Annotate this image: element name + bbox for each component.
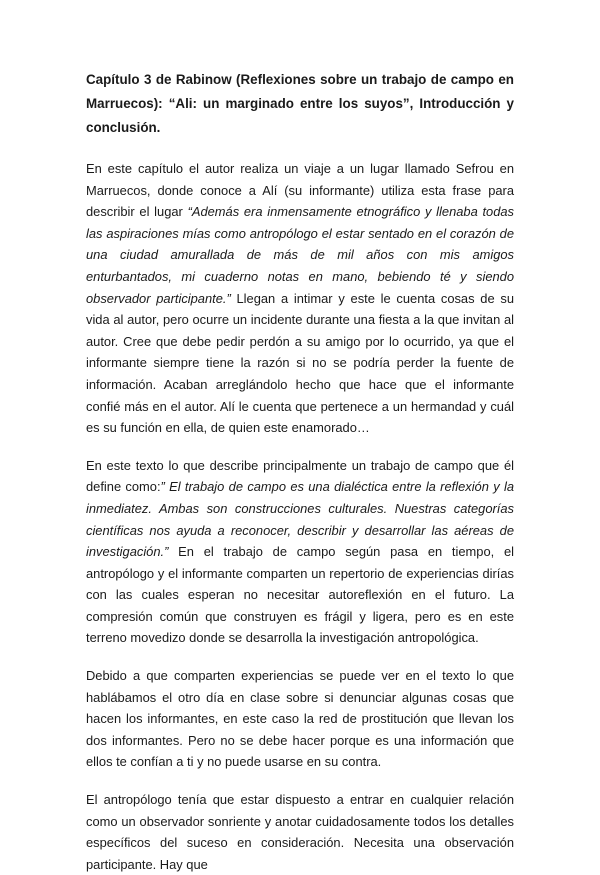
paragraph-2-intro: En este texto lo que describe principalmente un trabajo de campo que él define como: <box>86 457 514 495</box>
paragraph-2-quote: ” El trabajo de campo es una dialéctica entre la reflexión y la inmediatez. Ambas son construcciones culturales. Nuestras categorías científicas nos ayuda a reconocer, describir y desarrollar las aéreas de investigación.” <box>86 479 514 560</box>
paragraph-2-body: En el trabajo de campo según pasa en tiempo, el antropólogo y el informante comparten un repertorio de experiencias dirías con las cuales esperan no necesitar autoreflexión en el futuro. La compresión común que construyen es frágil y ligera, pero es en este terreno movedizo donde se desarrolla la investigación antropológica. <box>86 544 514 646</box>
paragraph-2 <box>86 455 514 649</box>
paragraph-4: El antropólogo tenía que estar dispuesto a entrar en cualquier relación como un observador sonriente y anotar cuidadosamente todos los detalles específicos del suceso en consideración. Necesita una observación participante. Hay que <box>86 792 514 872</box>
paragraph-3: Debido a que comparten experiencias se puede ver en el texto lo que hablábamos el otro día en clase sobre si denunciar algunas cosas que hacen los informantes, en este caso la red de prostitución que llevan los dos informantes. Pero no se debe hacer porque es una información que ellos te confían a ti y no puede usarse en su contra. <box>86 668 514 770</box>
document-title: Capítulo 3 de Rabinow (Reflexiones sobre un trabajo de campo en Marruecos): “Ali: un marginado entre los suyos”, Introducción y conclusión. <box>86 72 514 135</box>
paragraph-1-intro: En este capítulo el autor realiza un viaje a un lugar llamado Sefrou en Marruecos, donde conoce a Alí (su informante) utiliza esta frase para describir el lugar <box>86 161 514 220</box>
paragraph-1 <box>86 158 514 439</box>
paragraph-1-quote: “Además era inmensamente etnográfico y llenaba todas las aspiraciones mías como antropólogo el estar sentado en el corazón de una ciudad amurallada de más de mil años con mis amigos enturbantados, mi cuaderno notas en mano, bebiendo té y siendo observador participante.” <box>86 204 514 306</box>
paragraph-1-body: Llegan a intimar y este le cuenta cosas de su vida al autor, pero ocurre un incidente durante una fiesta a la que invitan al autor. Cree que debe pedir perdón a su amigo por lo ocurrido, ya que el informante siempre tiene la razón si no se podría perder la fuente de información. Acaban arreglándolo hecho que hace que el informante confié más en el autor. Alí le cuenta que pertenece a un hermandad y cuál es su función en ella, de quien este enamorado… <box>86 290 515 436</box>
